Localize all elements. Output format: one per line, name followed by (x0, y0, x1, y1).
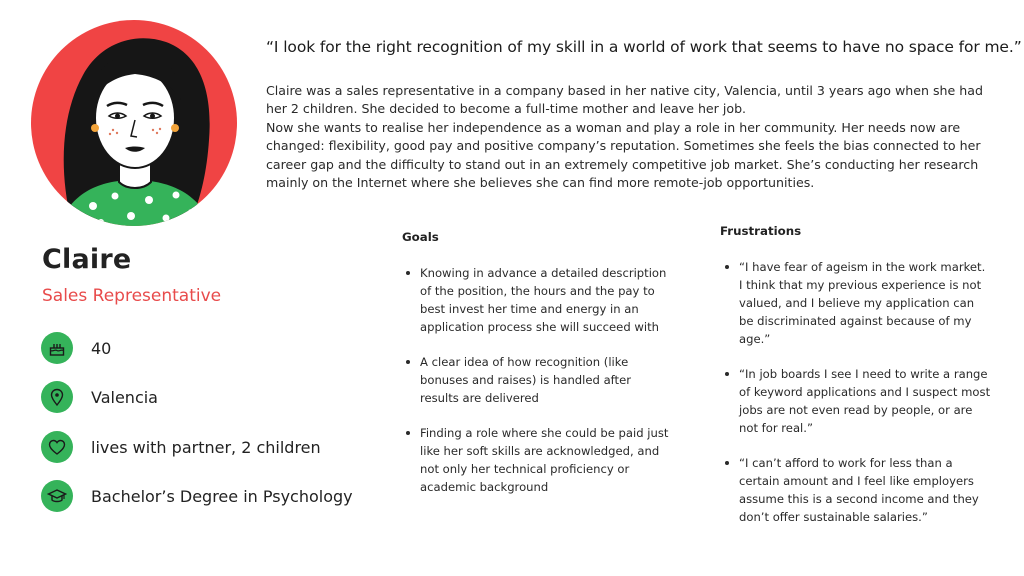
frustration-item: “In job boards I see I need to write a range of keyword applications and I suspect most jobs are not even read by people, or are not for real.” (724, 365, 992, 437)
fact-location (41, 380, 158, 414)
fact-age (41, 331, 111, 365)
fact-location-text: Valencia (91, 387, 158, 407)
fact-education-text: Bachelor’s Degree in Psychology (91, 486, 353, 506)
frustrations-list (724, 258, 992, 543)
graduation-cap-icon (41, 480, 73, 512)
frustrations-title: Frustrations (720, 224, 802, 238)
goal-item: A clear idea of how recognition (like bonuses and raises) is handled after results are delivered (405, 353, 673, 407)
fact-education (41, 479, 353, 513)
goals-list (405, 264, 673, 513)
persona-avatar (31, 20, 237, 226)
frustration-item: “I can’t afford to work for less than a certain amount and I feel like employers assume this is a second income and they don’t offer sustainable salaries.” (724, 454, 992, 526)
persona-quote: “I look for the right recognition of my skill in a world of work that seems to have no space for me.” (266, 38, 1022, 56)
goals-title: Goals (402, 230, 439, 244)
goal-item: Knowing in advance a detailed description of the position, the hours and the pay to best invest her time and energy in an application process she will succeed with (405, 264, 673, 336)
persona-name: Claire (42, 244, 132, 275)
bio-paragraph: Now she wants to realise her independence as a woman and play a role in her community. Her needs now are changed: flexibility, good pay and positive company’s reputation. Sometimes she feels the bias connected to her career gap and the difficulty to stand out in an extremely competitive job market. She’s conducting her research mainly on the Internet where she believes she can find more remote-job opportunities. (266, 119, 981, 191)
persona-role: Sales Representative (42, 286, 222, 306)
avatar-illustration (31, 20, 237, 226)
cake-icon (41, 332, 73, 364)
fact-age-text: 40 (91, 338, 112, 358)
bio-paragraph: Claire was a sales representative in a company based in her native city, Valencia, until 3 years ago when she had her 2 children. She decided to become a full-time mother and leave her job. (266, 83, 983, 117)
location-pin-icon (41, 381, 73, 413)
heart-icon (41, 431, 73, 463)
fact-family-text: lives with partner, 2 children (91, 437, 321, 457)
fact-family (41, 430, 321, 464)
goal-item: Finding a role where she could be paid just like her soft skills are acknowledged, and not only her technical proficiency or academic background (405, 424, 673, 496)
frustration-item: “I have fear of ageism in the work market. I think that my previous experience is not valued, and I believe my application can be discriminated against because of my age.” (724, 258, 992, 348)
persona-bio (266, 82, 1006, 192)
